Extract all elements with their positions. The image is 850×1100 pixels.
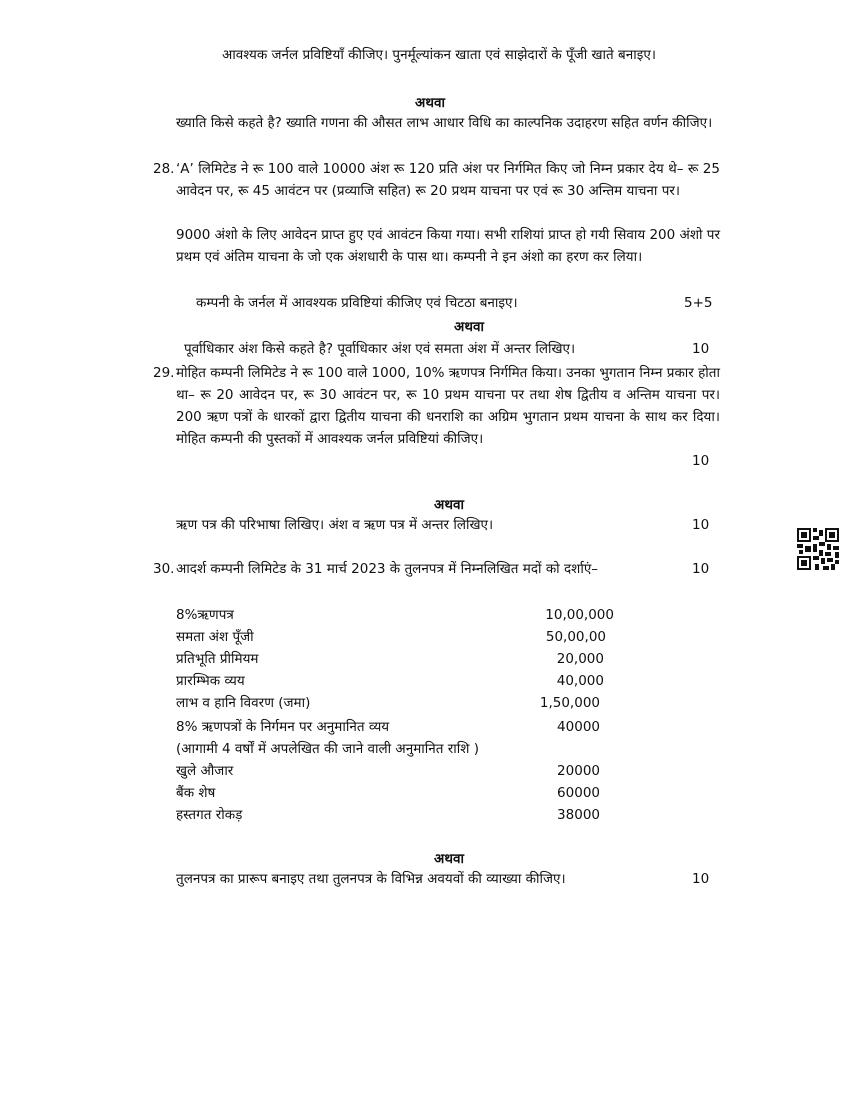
q28-alt-marks: 10 <box>692 341 710 357</box>
q28-text-1: ‘A’ लिमिटेड ने रू 100 वाले 10000 अंश रू 120 प्रति अंश पर निर्गमित किए जो निम्न प्रकार देय थे– रू 25 आवेदन पर, रू 45 आवंटन पर (प्रव्याजि सहित) रू 20 प्रथम याचना पर एवं रू 30 अन्तिम याचना पर। <box>176 161 720 199</box>
list-item <box>176 648 626 670</box>
item-label: समता अंश पूँजी <box>176 629 254 645</box>
item-label: (आगामी 4 वर्षों में अपलेखित की जाने वाली अनुमानित राशि ) <box>176 741 480 757</box>
or-heading-30: अथवा <box>434 851 464 867</box>
item-label: बैंक शेष <box>176 785 216 801</box>
list-item <box>176 670 626 692</box>
item-amount: 38000 <box>557 807 600 823</box>
item-label: प्रारम्भिक व्यय <box>176 673 245 689</box>
item-label: 8%ऋणपत्र <box>176 607 234 623</box>
item-label: हस्तगत रोकड़ <box>176 807 243 823</box>
q27-alt-text: ख्याति किसे कहते है? ख्याति गणना की औसत लाभ आधार विधि का काल्पनिक उदाहरण सहित वर्णन कीजिए। <box>176 115 713 131</box>
q29-alt-text: ऋण पत्र की परिभाषा लिखिए। अंश व ऋण पत्र में अन्तर लिखिए। <box>176 517 494 533</box>
item-amount: 10,00,000 <box>545 607 614 623</box>
list-item <box>176 804 626 826</box>
q28-marks: 5+5 <box>684 295 713 311</box>
list-item <box>176 716 626 738</box>
item-amount: 20000 <box>557 763 600 779</box>
item-label: खुले औजार <box>176 763 234 779</box>
q30-marks: 10 <box>692 561 710 577</box>
q28-number: 28. <box>153 161 175 177</box>
qr-code-icon <box>797 528 839 570</box>
q29-number: 29. <box>153 365 175 381</box>
item-label: 8% ऋणपत्रों के निर्गमन पर अनुमानित व्यय <box>176 719 390 735</box>
item-amount: 1,50,000 <box>539 695 600 711</box>
q30-alt-marks: 10 <box>692 871 710 887</box>
item-label: प्रतिभूति प्रीमियम <box>176 651 259 667</box>
q29-alt-marks: 10 <box>692 517 710 533</box>
q28-text-3: कम्पनी के जर्नल में आवश्यक प्रविष्टियां कीजिए एवं चिटठा बनाइए। <box>196 295 518 311</box>
list-item <box>176 760 626 782</box>
or-heading-29: अथवा <box>434 497 464 513</box>
continuation-text: आवश्यक जर्नल प्रविष्टियाँ कीजिए। पुनर्मूल्यांकन खाता एवं साझेदारों के पूँजी खाते बनाइए। <box>222 47 656 63</box>
item-amount: 50,00,00 <box>545 629 606 645</box>
list-item <box>176 692 626 714</box>
q30-alt-text: तुलनपत्र का प्रारूप बनाइए तथा तुलनपत्र के विभिन्न अवयवों की व्याख्या कीजिए। <box>176 871 566 887</box>
q29-text: मोहित कम्पनी लिमिटेड ने रू 100 वाले 1000, 10% ऋणपत्र निर्गमित किया। उनका भुगतान निम्न प्रकार होता था– रू 20 आवेदन पर, रू 30 आवंटन पर, रू 10 प्रथम याचना पर तथा शेष द्वितीय व अन्तिम याचना पर। 200 ऋण पत्रों के धारकों द्वारा द्वितीय याचना की धनराशि का अग्रिम भुगतान प्रथम याचना के साथ कर दिया। मोहित कम्पनी की पुस्तकों में आवश्यक जर्नल प्रविष्टियां कीजिए। <box>176 365 720 447</box>
q28-text-2: 9000 अंशो के लिए आवेदन प्राप्त हुए एवं आवंटन किया गया। सभी राशियां प्राप्त हो गयी सिवाय 200 अंशो पर प्रथम एवं अंतिम याचना के जो एक अंशधारी के पास था। कम्पनी ने इन अंशो का हरण कर लिया। <box>176 227 720 265</box>
q28-alt-text: पूर्वाधिकार अंश किसे कहते है? पूर्वाधिकार अंश एवं समता अंश में अन्तर लिखिए। <box>184 341 576 357</box>
list-item <box>176 604 626 626</box>
q29-marks: 10 <box>692 453 710 469</box>
item-amount: 60000 <box>557 785 600 801</box>
item-amount: 40,000 <box>556 673 604 689</box>
item-amount: 20,000 <box>556 651 604 667</box>
q30-text: आदर्श कम्पनी लिमिटेड के 31 मार्च 2023 के तुलनपत्र में निम्नलिखित मदों को दर्शाएं– <box>176 561 599 577</box>
or-heading-28: अथवा <box>454 319 484 335</box>
q30-number: 30. <box>153 561 175 577</box>
list-item <box>176 738 736 760</box>
list-item <box>176 626 626 648</box>
item-label: लाभ व हानि विवरण (जमा) <box>176 695 311 711</box>
or-heading-27: अथवा <box>415 95 445 111</box>
item-amount: 40000 <box>557 719 600 735</box>
list-item <box>176 782 626 804</box>
